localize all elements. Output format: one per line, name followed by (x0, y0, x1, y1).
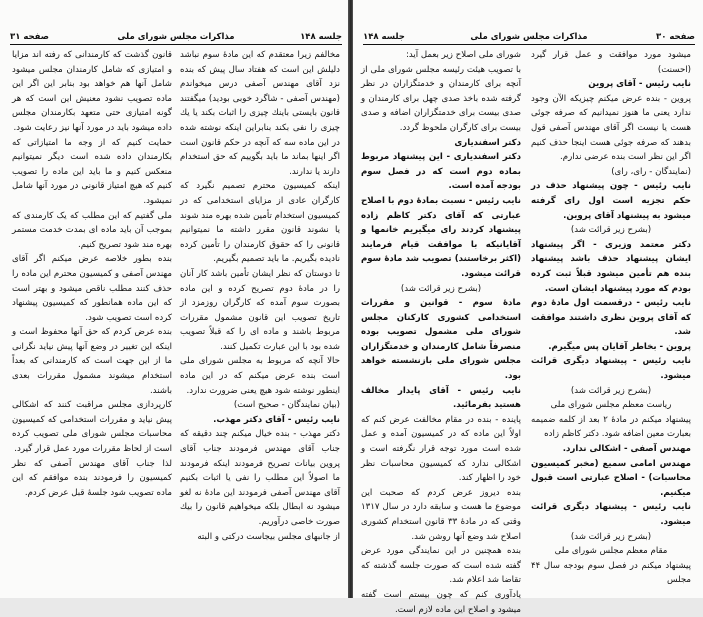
speaker-paragraph: نایب رئیس - چون پیشنهاد حذف در حکم تجزیه است اول رای گرفته میشود به پیشنهاد آقای پروین. (531, 181, 691, 221)
session-number: جلسه ۱۴۸ (300, 32, 342, 42)
paragraph: شورای ملی اصلاح زیر بعمل آید: (405, 50, 521, 60)
paragraph: تا دوستان که نظر ایشان تأمین باشد کار آنان را در مادهٔ دوم تصریح کرده و این ماده بصورت سوم آمده که کارگران روزمزد از تاریخ تصویب این قانون مشمول مقررات مربوط باشند و ماده ای را که قبلاً تصویب شده بود با این عبارت تکمیل کنند. (180, 268, 340, 352)
speaker-paragraph: نایب رئیس - درقسمت اول مادهٔ دوم که آقای پروین نظری داشتند موافقت شد. (531, 298, 691, 338)
paragraph: حمایت کنیم که از وجه ما امتیازاتی که بکارمندان داده شده است دیگر نمیتوانیم منعکس کنیم و ما باید این ماده را تصویب کنیم که هیچ امتیاز قانونی در مورد آنها شامل نمیشود. (12, 137, 172, 206)
paragraph: لذا جناب آقای مهندس آصفی که نظر کمیسیون را فرمودند بنده موافقم که این ماده تصویب شود جلسهٔ قبل عرض کردم. (12, 458, 172, 498)
centered-note: (بشرح زیر قرائت شد) (570, 531, 652, 542)
paragraph: (بیان نمایندگان - صحیح است) (233, 400, 340, 411)
speaker-paragraph: نایب رئیس - آقای دکتر مهذب. (213, 414, 340, 425)
paragraph: بنده عرض کردم که حق آنها محفوظ است و اینكه این تغییر در وضع آنها پیش نیاید نگرانی ما از این جهت است که کارمندانی که بعداً استخدام میشوند مشمول مقررات بعدی باشند. (12, 327, 172, 396)
paragraph: یادآوری کنم که چون بیستم است گفته میشود و اصلاح این ماده لازم است. (361, 589, 521, 615)
paragraph: بنده همچنین در این نمایندگی مورد عرض گفته شده است که صورت جلسه گذشته که تقاضا شد اعلام شد. (361, 546, 521, 586)
paragraph: حالا آنچه که مربوط به مجلس شورای ملی است بنده عرض میکنم که در این ماده اینطور نوشته شود هیچ یعنی ضرورت ندارد. (180, 356, 340, 396)
paragraph: دکتر مهذب - بنده خیال میکنم چند دقیقه که جناب آقای مهندس فرمودند جناب آقای پروین بیانات تصریح فرمودند اینكه فرمودند ما اصولاً این مطلب را نفی یا اثبات بکنیم آقای مهندس آصفی فرمودند این مادهٔ نه لغو میشود نه ابطال بلکه میخواهیم قانون را بیك صورت خاصی درآوریم. (180, 429, 340, 527)
speaker-paragraph: نایب رئیس - آقای پایدار مخالف هستید بفرمائید. (361, 385, 521, 411)
paragraph: بنده بطور خلاصه عرض میکنم اگر آقای مهندس آصفی و کمیسیون محترم این ماده را حذف کنند مطلب ناقص میشود و بهتر است که این ماده همانطور که کمیسیون پیشنهاد کرده است تصویب شود. (12, 254, 172, 323)
speaker-paragraph: نایب رئیس - پیشنهاد دیگری قرائت میشود. (531, 502, 691, 527)
paragraph: قانون گذشت که کارمندانی که رفته اند مزایا و امتیازی که شامل کارمندان مجلس میشود شامل آنها هم خواهد بود بنابر این اگر این ماده تصویب نشود معنیش این است که هر گونه امتیازی حتی متعهد بکارمندان مجلس داده میشود باید در مورد آنها نیز رعایت شود. (12, 50, 172, 133)
paragraph: بنده دیروز عرض کردم که صحبت این موضوع ما هست و سابقه دارد در سال ۱۳۱۷ وقتی که در مادهٔ ۳۳ قانون استخدام کشوری اصلاح شد وضع آنها روشن شد. (361, 487, 521, 542)
speaker-paragraph: نایب رئیس - آقای پروین (588, 79, 691, 90)
speaker-paragraph: نایب رئیس - نسبت بمادهٔ دوم با اصلاح عبارتی که آقای دکتر کاظم زاده پیشنهاد کردند رای میگیریم خانمها و آقایانیکه با موافقت قیام فرمایند (اکثر برخاستند) تصویب شد مادهٔ سوم قرائت میشود. (361, 195, 521, 279)
paragraph: ملی گفتیم که این مطلب که یک کارمندی که بموجب آن باید ماده ای بمدت خدمت مستمر بهره مند شود تصریح کنیم. (12, 210, 172, 250)
left-page (0, 0, 350, 598)
paragraph: میشود مورد موافقت و عمل قرار گیرد (احسنت) (531, 50, 691, 75)
page-header (10, 32, 342, 45)
text-column-right (180, 48, 340, 592)
paragraph: مخالفم زیرا معتقدم که این مادهٔ سوم نباشد دلیلش این است که هفتاد سال پیش که بنده نزد آقای مهندس آصفی درس میخواندم (مهندس آصفی - شاگرد خوبی بودید) میگفتند قانون بایستی باینك چیزی را اثبات بکند یا یك چیزی را نفی بکند بنابراین اینكه نوشته شده در این ماده سه که آنچه در حکم قانون است اگر اینها بماند ما باید بگوییم که حق استخدام دارند یا ندارند. (180, 50, 340, 177)
centered-note: ریاست معظم مجلس شورای ملی (550, 400, 672, 411)
session-number: جلسه ۱۴۸ (363, 32, 405, 42)
centered-note: مقام معظم مجلس شورای ملی (554, 546, 668, 557)
paragraph: پیشنهاد میکنم در فصل سوم بودجه سال ۴۴ مجلس (531, 560, 691, 586)
paragraph: پاینده - بنده در مقام مخالفت عرض کنم که اولاً این ماده که در کمیسیون آمده و عمل شده است مورد توجه قرار نگرفته است و اشکالی ندارد که کمیسیون محاسبات نظر خود را اظهار کند. (361, 414, 521, 484)
paragraph: پروین - بنده عرض میکنم چیزیکه الآن وجود ندارد یعنی ما هنوز نمیدانیم که صرفه جوئی هست یا نیست اگر آقای مهندس آصفی قول بدهند که صرفه جوئی هست اینجا حذف کنیم اگر این نظر است بنده عرضی ندارم. (531, 93, 691, 163)
text-column-right (531, 48, 691, 592)
speaker-paragraph: نایب رئیس - پیشنهاد دیگری قرائت میشود. (531, 356, 691, 382)
centered-note: (بشرح زیر قرائت شد) (570, 385, 652, 396)
page-number: صفحه ۳۰ (656, 32, 695, 42)
paragraph: کارپردازی مجلس مراقبت کنند که اشکالی پیش نیاید و مقررات استخدامی که کمیسیون محاسبات مجلس شورای ملی تصویب کرده است از لحاظ مقررات مورد عمل قرار گیرد. (12, 400, 172, 455)
paragraph: (نمایندگان - رای، رای) (611, 166, 691, 177)
running-title: مذاکرات مجلس شورای ملی (470, 32, 588, 42)
page-number: صفحه ۳۱ (10, 32, 49, 42)
centered-note: (بشرح زیر قرائت شد) (570, 225, 652, 236)
page-header (363, 32, 695, 45)
text-column-left (361, 48, 521, 615)
running-title: مذاکرات مجلس شورای ملی (117, 32, 235, 42)
right-page (353, 0, 703, 615)
speaker-paragraph: دکتر اسفندیاری (454, 137, 521, 148)
speaker-paragraph: مهندس آصفی - اشکالی ندارد. (562, 444, 691, 455)
centered-note: (بشرح زیر قرائت شد) (400, 283, 482, 294)
paragraph: با تصویب هیئت رئیسه مجلس شورای ملی از آنچه برای کارمندان و خدمتگزاران در نظر گرفته شده باخذ صدی چهل برای کارمندان و صدی بیست برای خدمتگزاران اضافه و صدی بیست برای کارگران ملحوظ گردد. (361, 64, 521, 133)
speaker-paragraph: دکتر اسفندیاری - این پیشنهاد مربوط بماده دوم است که در فصل سوم بودجه آمده است. (361, 152, 521, 192)
speaker-paragraph: مهندس امامی سمیع (مخبر کمیسیون محاسبات) - اصلاح عبارتی است قبول میکنیم. (531, 458, 691, 498)
speaker-paragraph: دکتر معتمد وزیری - اگر پیشنهاد ایشان پیشنهاد حذف باشد پیشنهاد بنده هم تأمین میشود قبلاً ثبت کرده بودم که مورد پیشنهاد ایشان است. (531, 239, 691, 294)
paragraph: از جانبهای مجلس بیجاست درکتی و البته (197, 531, 340, 542)
speaker-paragraph: مادهٔ سوم - قوانین و مقررات استخدامی کشوری کارکنان مجلس شورای ملی مشمول تصویب بوده منصرفاً شامل کارمندان و خدمتگزاران مجلس شورای ملی بازنشسته خواهد بود. (361, 298, 521, 382)
text-column-left (12, 48, 172, 592)
paragraph: پیشنهاد میکنم در مادهٔ ۲ بعد از کلمه ضمیمه بعبارت معین اضافه شود. دکتر کاظم زاده (531, 414, 691, 440)
paragraph: اینكه کمیسیون محترم تصمیم نگیرد که کارگران عادی از مزایای استخدامی که در کمیسیون استخدام تأمین شده بهره مند شوند یا نشوند قانون مقرر داشته ما نمیتوانیم قانونی را که حقوق کارمندان را تأمین کرده نادیده بگیریم. ما باید تصمیم بگیریم. (180, 181, 340, 265)
speaker-paragraph: پروین - بخاطر آقایان پس میگیرم. (548, 341, 691, 352)
